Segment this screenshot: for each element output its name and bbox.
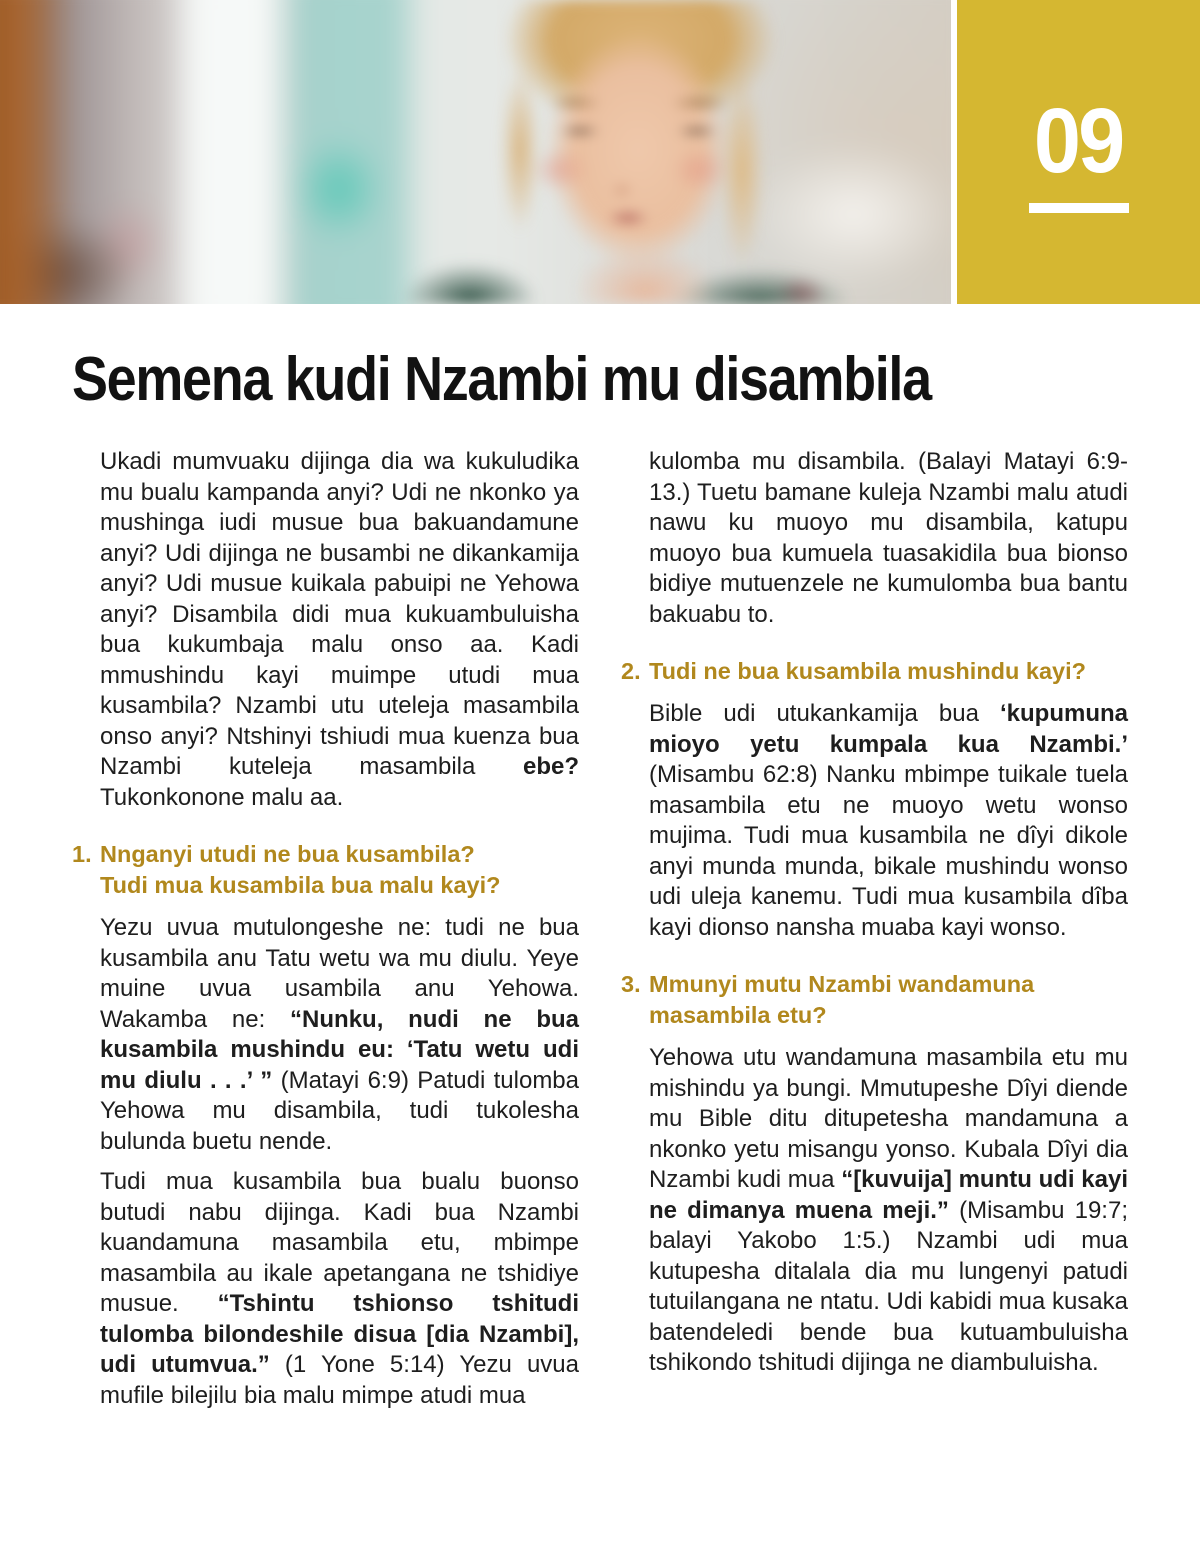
photo-woman-praying bbox=[0, 0, 951, 304]
lesson-number-underline bbox=[1029, 203, 1129, 213]
paragraph bbox=[649, 1043, 1128, 1379]
section-heading bbox=[72, 839, 579, 901]
text-run: (Misambu 62:8) Nanku mbimpe tuikale tuela masambila etu ne muoyo wetu wonso mujima. Tudi mua kusambila ne dîyi dikole anyi munda munda, bikale mushindu wonso udi uleja kanemu. Tudi mua kusambila dîba kayi dionso nansha muaba kayi wonso. bbox=[649, 761, 1128, 941]
heading-line: Nnganyi utudi ne bua kusambila? bbox=[100, 841, 475, 868]
paragraph bbox=[649, 699, 1128, 943]
page-title: Semena kudi Nzambi mu disambila bbox=[72, 345, 931, 414]
heading-line: Tudi ne bua kusambila mushindu kayi? bbox=[649, 658, 1086, 685]
paragraph bbox=[100, 1167, 579, 1411]
text-run: (1 Yone 5:14) Yezu uvua mufile bilejilu bia malu mimpe atudi mua bbox=[100, 1351, 579, 1409]
section-number: 2. bbox=[621, 658, 641, 685]
bold-text: “Nunku, nudi ne bua kusambila mushindu eu: ‘Tatu wetu udi mu diulu . . .’ ” bbox=[100, 1005, 580, 1094]
section-heading-text bbox=[100, 839, 579, 901]
section-number: 3. bbox=[621, 971, 641, 998]
text-run: Tudi mua kusambila bua bualu buonso butudi nabu dijinga. Kadi bua Nzambi kuandamuna masambila etu, mbimpe masambila au ikale apetangana ne tshidiye musue. bbox=[100, 1168, 579, 1318]
bold-text: ebe? bbox=[522, 753, 579, 781]
heading-line: Tudi mua kusambila bua malu kayi? bbox=[100, 872, 501, 899]
paragraph bbox=[100, 913, 579, 1157]
bold-text: “[kuvuija] muntu udi kayi ne dimanya muena meji.” bbox=[649, 1166, 1128, 1224]
text-run: (Matayi 6:9) Patudi tulomba Yehowa mu disambila, tudi tukolesha bulunda buetu nende. bbox=[100, 1066, 580, 1155]
hero-photo bbox=[0, 0, 951, 304]
section-heading-text bbox=[649, 656, 1128, 687]
text-run: Yezu uvua mutulongeshe ne: tudi ne bua kusambila anu Tatu wetu wa mu diulu. Yeye muine uvua usambila anu Yehowa. Wakamba ne: bbox=[100, 914, 579, 1033]
text-run: kulomba mu disambila. (Balayi Matayi 6:9-13.) Tuetu bamane kuleja Nzambi malu atudi nawu ku muoyo mu disambila, katupu muoyo bua kumuela tuasakidila bua bionso bidiye mutuenzele ne kumulomba bua bantu bakuabu to. bbox=[649, 448, 1128, 628]
text-run: Ukadi mumvuaku dijinga dia wa kukuludika mu bualu kampanda anyi? Udi ne nkonko ya mushinga iudi musue bua bakuandamune anyi? Udi dijinga ne busambi ne dikankamija anyi? Udi musue kuikala pabuipi ne Yehowa anyi? Disambila didi mua kukuambuluisha bua kukumbaja malu onso aa. Kadi mmushindu kayi muimpe utudi mua kusambila? Nzambi utu uteleja masambila onso anyi? Ntshinyi tshiudi mua kuenza bua Nzambi kuteleja masambila bbox=[100, 448, 579, 781]
section-heading-text bbox=[649, 969, 1128, 1031]
lesson-number-badge bbox=[957, 0, 1200, 304]
paragraph bbox=[649, 447, 1128, 630]
lesson-number: 09 bbox=[1034, 90, 1123, 192]
text-run: Bible udi utukankamija bua bbox=[649, 700, 1000, 728]
section-heading bbox=[621, 656, 1128, 687]
text-run: Tukonkonone malu aa. bbox=[100, 783, 344, 811]
text-run: (Misambu 19:7; balayi Yakobo 1:5.) Nzambi udi mua kutupesha ditalala dia mu lungenyi patudi tutuilangana ne ntatu. Udi kabidi mua kusaka batendeledi bende bua kutuambuluisha tshikondo tshitudi dijinga ne diambuluisha. bbox=[649, 1196, 1128, 1377]
heading-line: Mmunyi mutu Nzambi wandamuna bbox=[649, 971, 1035, 998]
section-heading bbox=[621, 969, 1128, 1031]
article-body bbox=[0, 447, 1200, 1421]
hero-section bbox=[0, 0, 1200, 304]
text-run: Yehowa utu wandamuna masambila etu mu mishindu ya bungi. Mmutupeshe Dîyi diende mu Bible ditu ditupetesha mandamuna a nkonko yetu misangu yonso. Kubala Dîyi dia Nzambi kudi mua bbox=[649, 1044, 1128, 1194]
right-column bbox=[621, 447, 1128, 1421]
bold-text: ‘kupumuna mioyo yetu kumpala kua Nzambi.’ bbox=[649, 700, 1128, 758]
paragraph bbox=[100, 447, 579, 813]
section-number: 1. bbox=[72, 841, 92, 868]
heading-line: masambila etu? bbox=[649, 1002, 827, 1029]
left-column bbox=[72, 447, 579, 1421]
bold-text: “Tshintu tshionso tshitudi tulomba bilondeshile disua [dia Nzambi], udi utumvua.” bbox=[100, 1290, 579, 1379]
